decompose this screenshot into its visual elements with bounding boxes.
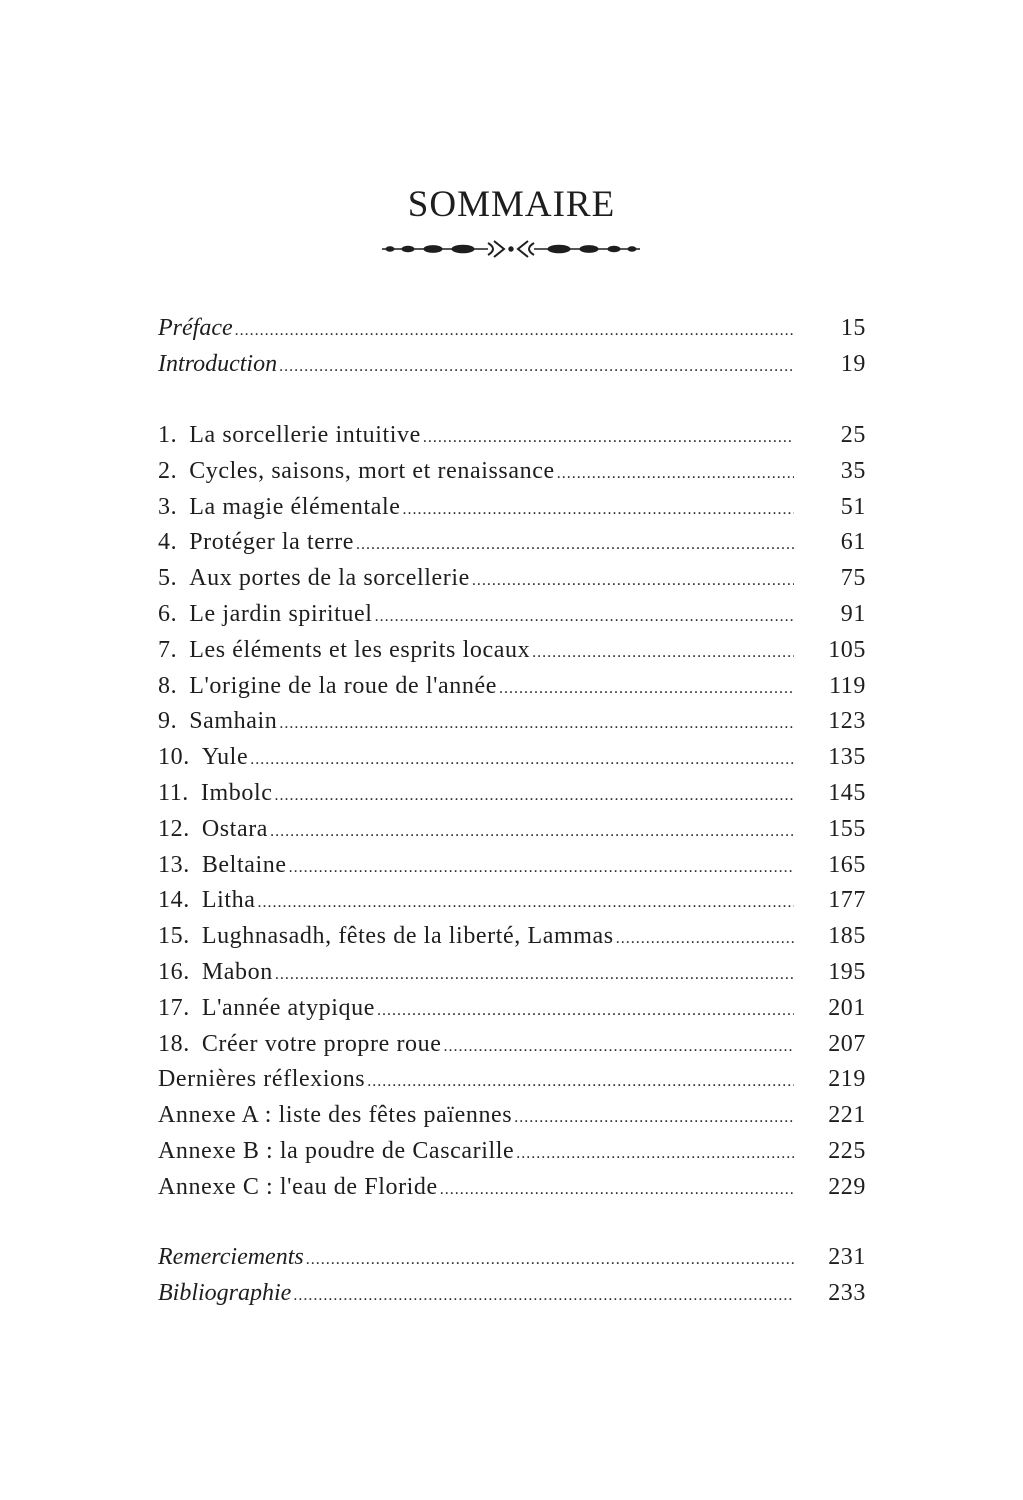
dot-leader [514,1100,794,1136]
dot-leader [616,921,794,957]
toc-entry [158,454,794,492]
toc-entry [158,1027,794,1065]
chapter-number: 17. [158,994,190,1021]
entry-label: Beltaine [201,851,287,878]
entry-label: Aux portes de la sorcellerie [189,565,470,592]
toc-entry [158,525,794,563]
toc-entry [158,1062,794,1100]
toc-row[interactable] [158,740,866,776]
entry-label: Bibliographie [158,1279,292,1306]
toc-entry [158,919,794,957]
dot-leader [306,1242,794,1278]
dot-leader [279,706,794,742]
toc-entry [158,1240,794,1278]
decorative-flourish-icon [378,237,644,261]
toc-entry-text [158,919,614,955]
entry-label: Lughnasadh, fêtes de la liberté, Lammas [201,923,614,950]
toc-entry-text [158,669,497,705]
chapter-number: 6. [158,600,178,627]
chapter-number: 7. [158,636,178,663]
toc-entry [158,740,794,778]
toc-entry-text [158,848,287,884]
toc-entry [158,883,794,921]
toc-entry-text [158,1170,438,1206]
toc-row[interactable] [158,561,866,597]
toc-entry [158,848,794,886]
toc-row[interactable] [158,704,866,740]
page-number: 221 [828,1102,866,1129]
toc-row[interactable] [158,1098,866,1134]
entry-label: Mabon [201,958,273,985]
back-matter-list [158,1240,866,1312]
page-number: 61 [840,529,866,556]
page-number: 231 [828,1244,866,1270]
toc-entry-text [158,883,255,919]
toc-entry [158,1098,794,1136]
entry-label: Ostara [201,815,269,842]
dot-leader [499,671,794,707]
toc-entry-text [158,418,421,454]
chapter-number: 3. [158,493,178,520]
toc-entry [158,597,794,635]
toc-entry [158,418,794,456]
toc-entry [158,704,794,742]
dot-leader [250,742,794,778]
toc-entry-text [158,561,470,597]
entry-label: Introduction [158,350,278,377]
entry-label: Cycles, saisons, mort et renaissance [189,457,555,484]
chapter-number: 1. [158,422,178,448]
entry-label: La sorcellerie intuitive [189,422,421,448]
toc-entry-text [158,1062,365,1098]
dot-leader [444,1029,794,1065]
chapter-number: 12. [158,815,190,842]
dot-leader [235,313,794,349]
toc-entry [158,776,794,814]
toc-row[interactable] [158,955,866,991]
dot-leader [516,1136,794,1172]
chapter-number: 16. [158,958,190,985]
toc-entry [158,490,794,528]
page-number: 219 [828,1066,866,1093]
entry-label: Créer votre propre roue [201,1030,442,1057]
entry-label: Annexe B : la poudre de Cascarille [158,1137,515,1164]
chapter-number: 15. [158,923,190,950]
page-number: 207 [828,1030,866,1057]
entry-label: Les éléments et les esprits locaux [189,636,531,663]
chapter-number: 10. [158,744,190,771]
entry-label: Remerciements [158,1244,304,1270]
entry-label: Annexe C : l'eau de Floride [158,1173,438,1200]
toc-row[interactable] [158,597,866,633]
dot-leader [557,456,794,492]
toc-entry [158,955,794,993]
chapter-number: 9. [158,708,178,735]
toc-entry-text [158,955,273,991]
chapter-number: 18. [158,1030,190,1057]
toc-row[interactable] [158,848,866,884]
entry-label: Dernières réflexions [158,1066,366,1093]
page-number: 177 [828,887,866,914]
dot-leader [375,599,794,635]
toc-row[interactable] [158,1134,866,1170]
toc-row[interactable] [158,1240,866,1276]
chapter-number: 4. [158,529,178,556]
toc-entry-text [158,1134,514,1170]
toc-entry-text [158,490,401,526]
page-number: 145 [828,779,866,806]
toc-entry-text [158,454,555,490]
toc-row[interactable] [158,525,866,561]
toc-row[interactable] [158,812,866,848]
dot-leader [356,527,794,563]
chapter-number: 2. [158,457,178,484]
entry-label: L'origine de la roue de l'année [189,672,497,699]
dot-leader [472,563,794,599]
toc-row[interactable] [158,1170,866,1206]
front-matter-list [158,311,866,383]
toc-entry-text [158,525,354,561]
entry-label: Samhain [189,708,278,735]
dot-leader [440,1172,794,1208]
toc-entry [158,561,794,599]
chapter-list [158,418,866,1206]
entry-label: Le jardin spirituel [189,600,373,627]
entry-label: Protéger la terre [189,529,354,556]
dot-leader [377,993,794,1029]
entry-label: Litha [201,887,256,914]
page-number: 233 [828,1279,866,1306]
page-number: 201 [828,994,866,1021]
entry-label: La magie élémentale [189,493,401,520]
page-number: 25 [840,422,866,448]
dot-leader [403,492,795,528]
toc-entry [158,991,794,1029]
chapter-number: 8. [158,672,178,699]
toc-entry-text [158,597,373,633]
toc-entry-text [158,633,530,669]
toc-entry-text [158,991,375,1027]
toc-entry-text [158,704,277,740]
chapter-number: 13. [158,851,190,878]
toc-entry-text [158,1027,442,1063]
toc-entry [158,669,794,707]
dot-leader [532,635,794,671]
toc-row[interactable] [158,991,866,1027]
toc-entry [158,347,794,385]
dot-leader [367,1064,794,1100]
entry-label: Yule [201,744,249,771]
page-number: 165 [828,851,866,878]
dot-leader [275,778,794,814]
dot-leader [289,850,794,886]
page-number: 91 [840,600,866,627]
page-number: 225 [828,1137,866,1164]
toc-row[interactable] [158,347,866,383]
toc-row[interactable] [158,883,866,919]
page-number: 229 [828,1173,866,1200]
toc-row[interactable] [158,454,866,490]
toc-entry-text [158,311,233,347]
dot-leader [423,420,794,456]
chapter-number: 14. [158,887,190,914]
dot-leader [279,349,794,385]
toc-entry-text [158,1276,291,1312]
toc-entry-text [158,1098,512,1134]
toc-entry [158,633,794,671]
entry-label: Imbolc [200,779,273,806]
toc-row[interactable] [158,919,866,955]
chapter-number: 5. [158,565,178,592]
page-number: 195 [828,958,866,985]
entry-label: Annexe A : liste des fêtes païennes [158,1102,513,1129]
toc-entry [158,1170,794,1208]
toc-entry [158,311,794,349]
page-number: 19 [840,350,866,377]
page-title: SOMMAIRE [407,184,616,225]
toc-row[interactable] [158,1027,866,1063]
toc-entry-text [158,812,268,848]
dot-leader [293,1278,794,1314]
toc-entry-text [158,347,277,383]
toc-entry [158,1134,794,1172]
page-number: 123 [828,708,866,735]
toc-row[interactable] [158,311,866,347]
toc-row[interactable] [158,776,866,812]
dot-leader [270,814,794,850]
toc-entry [158,812,794,850]
toc-entry-text [158,1240,304,1276]
page-number: 75 [840,565,866,592]
toc-row[interactable] [158,490,866,526]
dot-leader [275,957,794,993]
toc-entry-text [158,740,248,776]
entry-label: Préface [158,315,233,341]
page-number: 185 [828,923,866,950]
toc-row[interactable] [158,418,866,454]
toc-row[interactable] [158,669,866,705]
page-number: 15 [840,315,866,341]
page-number: 51 [840,493,866,520]
toc-entry-text [158,776,273,812]
page-number: 119 [829,672,866,699]
page-number: 105 [828,636,866,663]
toc-entry [158,1276,794,1314]
chapter-number: 11. [158,779,189,806]
toc-row[interactable] [158,1062,866,1098]
toc-row[interactable] [158,633,866,669]
page-number: 135 [828,744,866,771]
entry-label: L'année atypique [201,994,375,1021]
page-number: 35 [840,457,866,484]
toc-row[interactable] [158,1276,866,1312]
page-number: 155 [828,815,866,842]
dot-leader [257,885,794,921]
